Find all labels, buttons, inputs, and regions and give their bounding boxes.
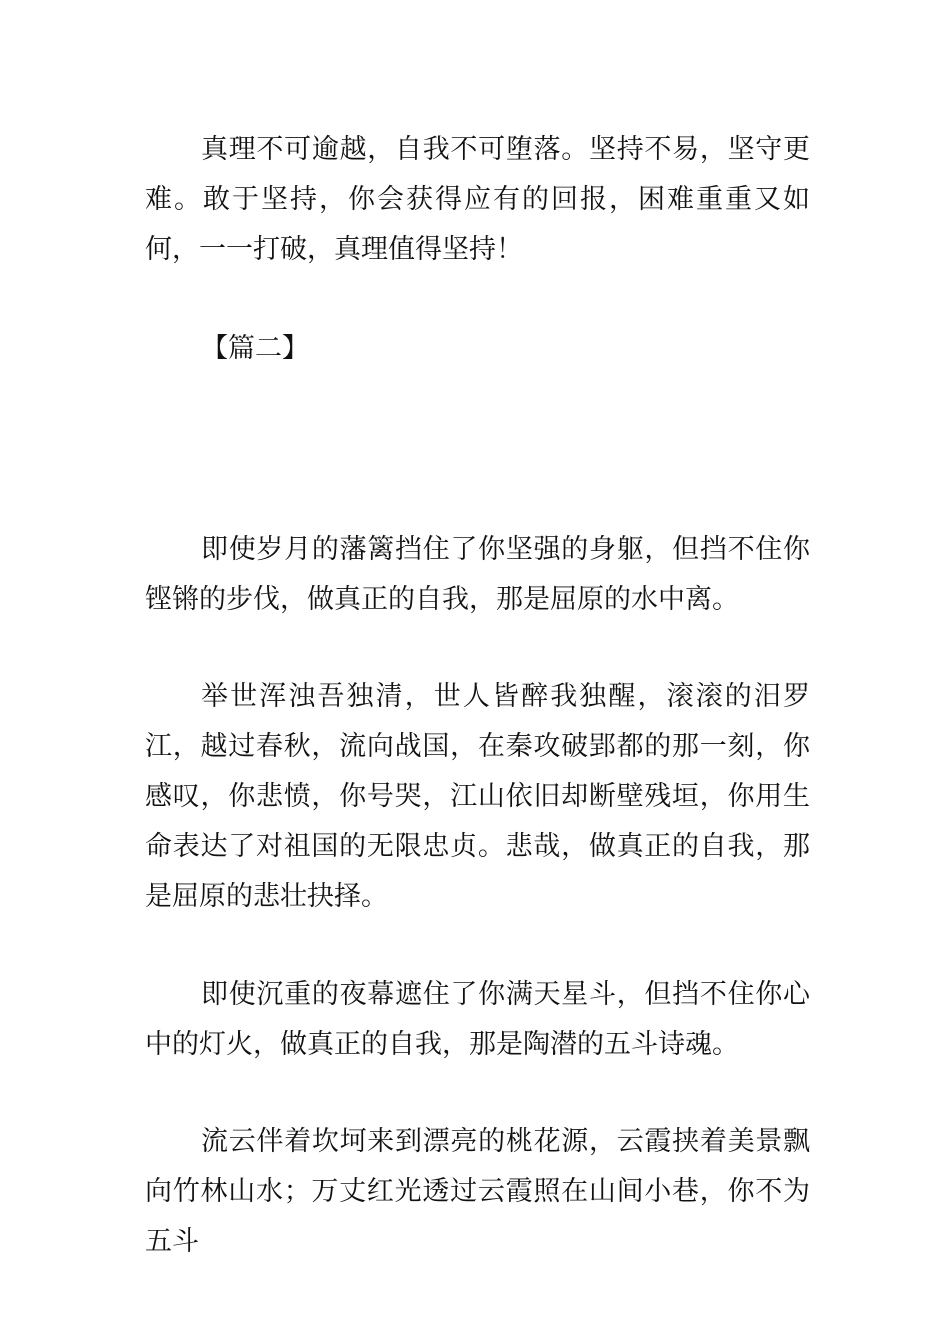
paragraph-taoqian-story: 流云伴着坎坷来到漂亮的桃花源，云霞挟着美景飘向竹林山水；万丈红光透过云霞照在山间小巷，你不为五斗 (145, 1126, 810, 1257)
paragraph-truth: 真理不可逾越，自我不可堕落。坚持不易，坚守更难。敢于坚持，你会获得应有的回报，困难重重又如何，一一打破，真理值得坚持！ (145, 134, 810, 265)
paragraph-taoqian-intro: 即使沉重的夜幕遮住了你满天星斗，但挡不住你心中的灯火，做真正的自我，那是陶潜的五斗诗魂。 (145, 979, 810, 1060)
paragraph-quyuan-story: 举世浑浊吾独清，世人皆醉我独醒，滚滚的汨罗江，越过春秋，流向战国，在秦攻破郢都的那一刻，你感叹，你悲愤，你号哭，江山依旧却断壁残垣，你用生命表达了对祖国的无限忠贞。悲哉，做真正的自我，那是屈原的悲壮抉择。 (145, 681, 810, 912)
paragraph-quyuan-intro: 即使岁月的藩篱挡住了你坚强的身躯，但挡不住你铿锵的步伐，做真正的自我，那是屈原的水中离。 (145, 534, 810, 615)
section-heading: 【篇二】 (201, 333, 309, 364)
